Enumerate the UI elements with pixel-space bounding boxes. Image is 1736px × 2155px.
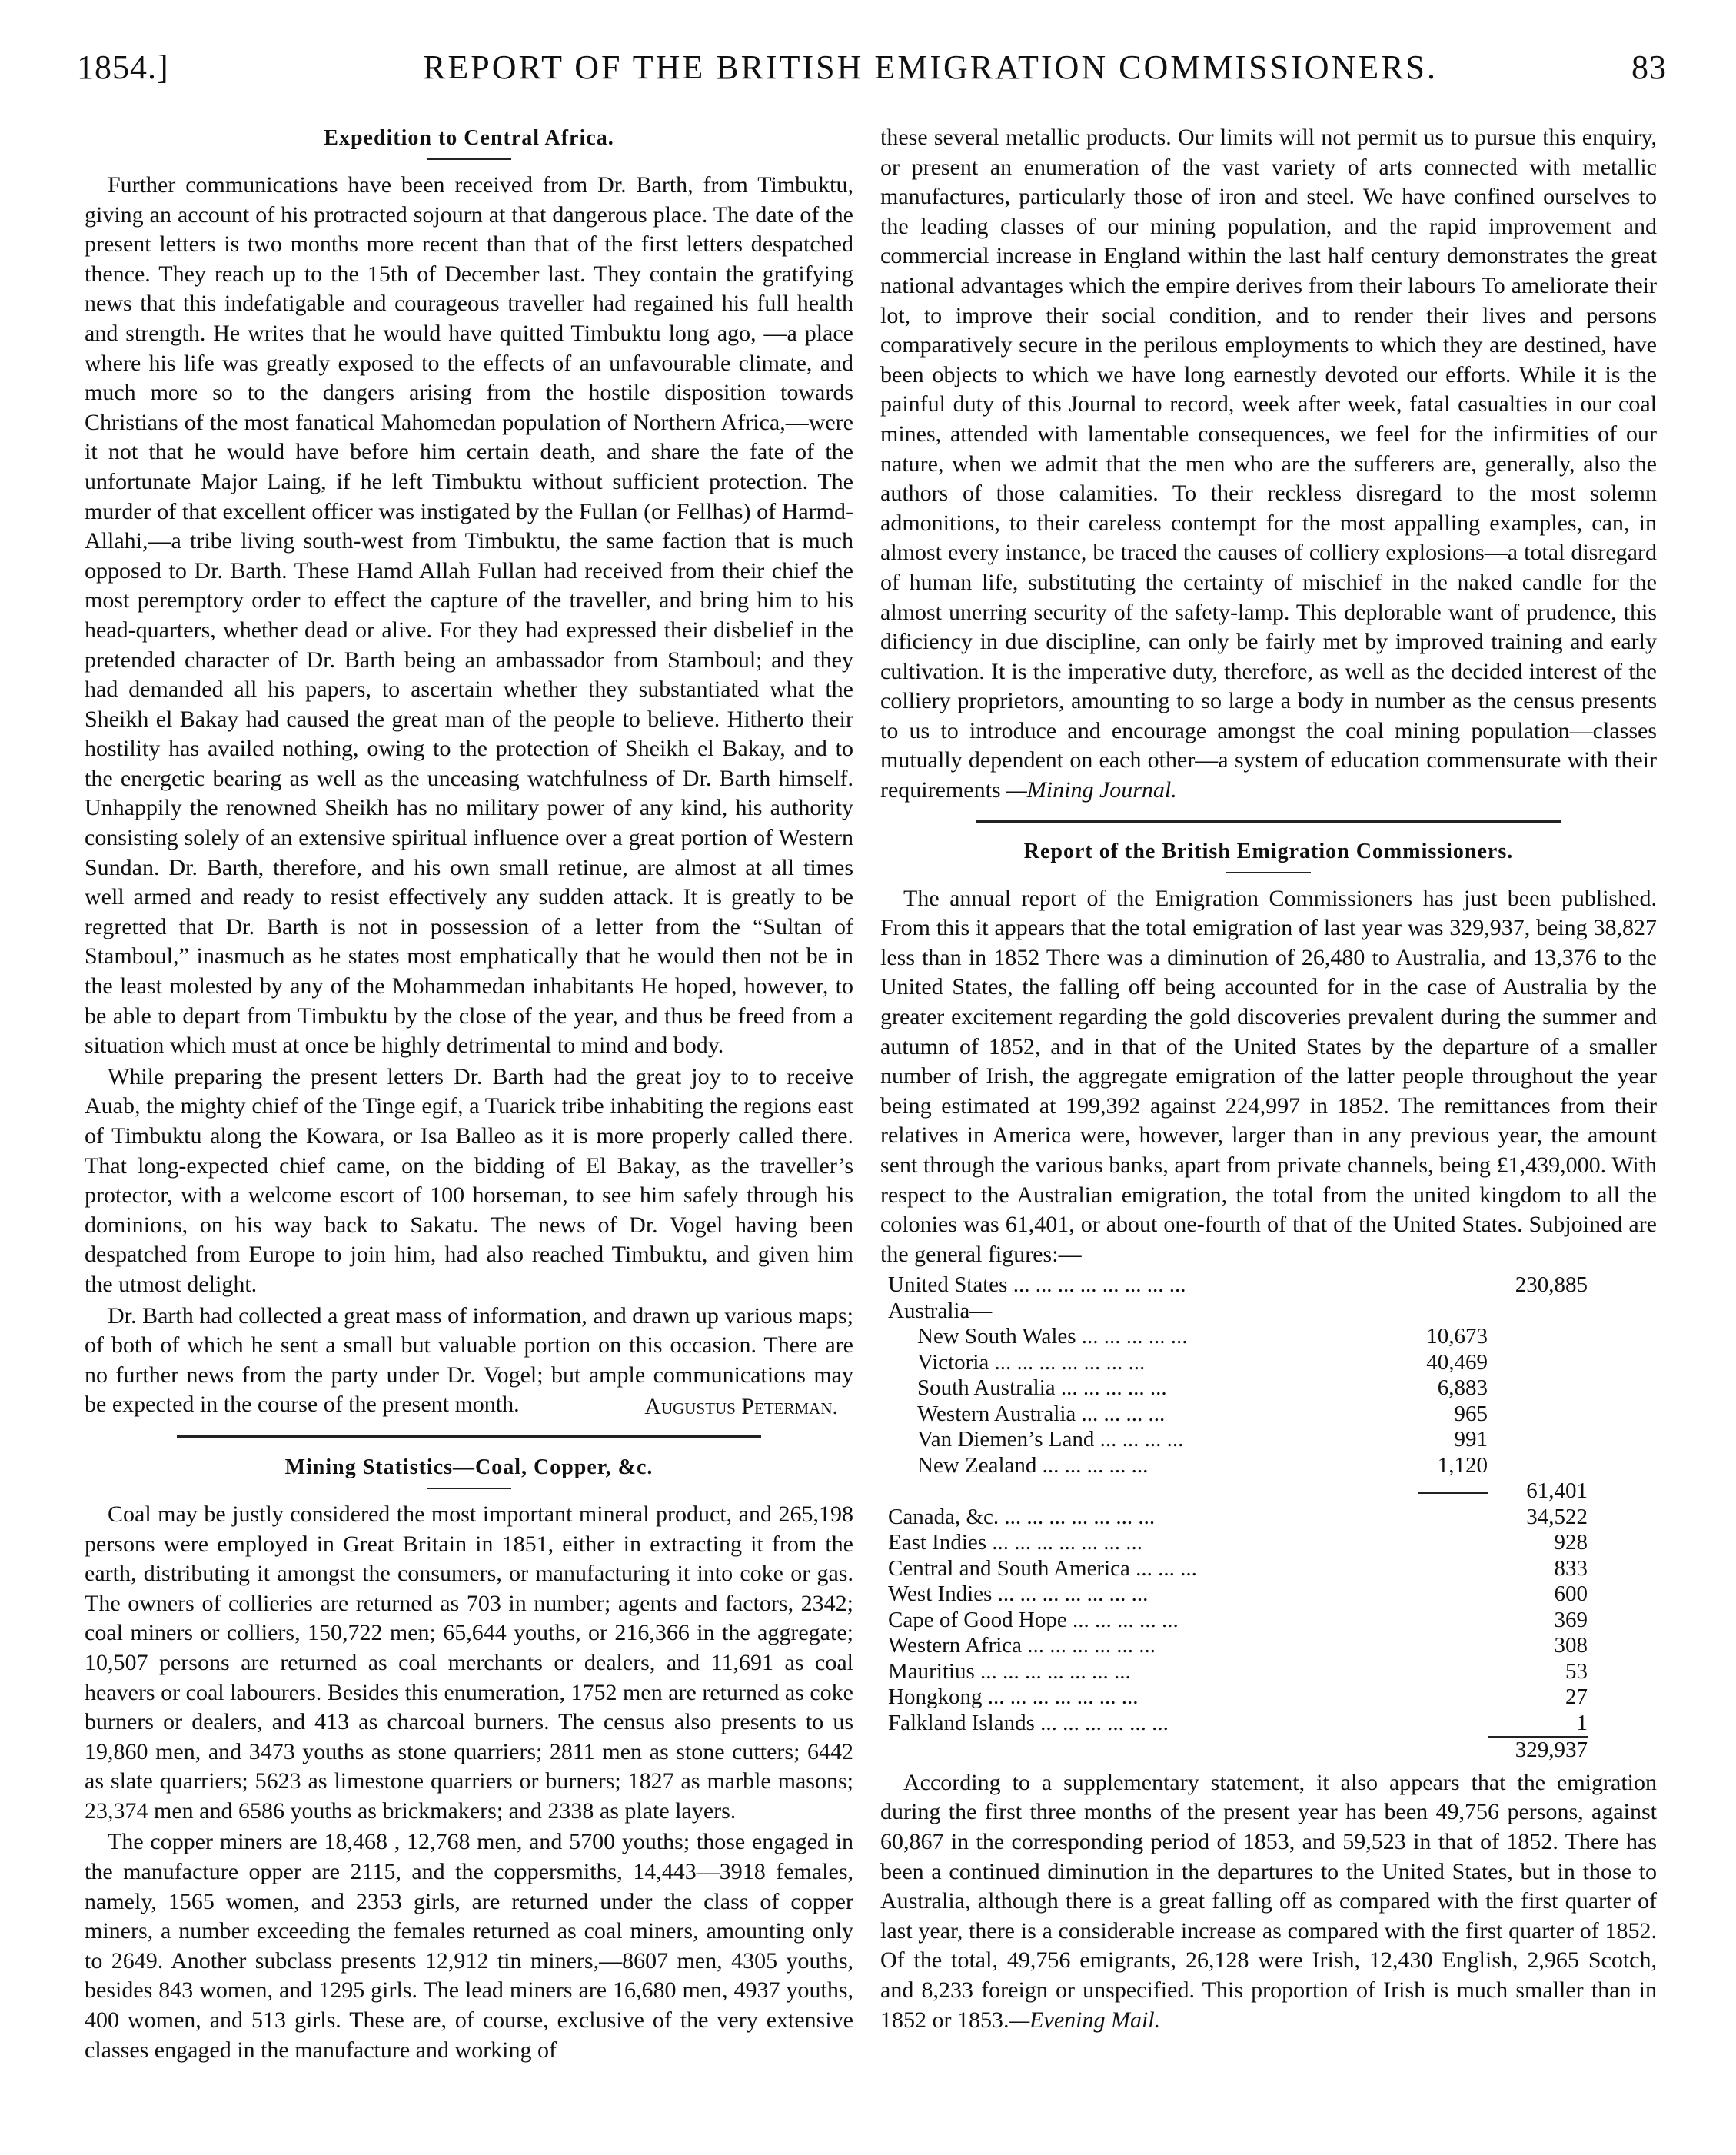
row-label: New South Wales ... ... ... ... ... [917,1324,1188,1349]
subtotal-rule [1395,1478,1488,1505]
table-row [888,1711,1588,1738]
row-value: 230,885 [1515,1272,1588,1298]
heading-rule [1226,872,1311,873]
grand-total: 329,937 [1488,1737,1588,1764]
table-row [888,1375,1588,1402]
article-emigration-report [880,840,1657,2036]
table-row [888,1427,1588,1453]
row-value: 928 [1554,1530,1588,1555]
table-row [888,1556,1588,1582]
table-row [888,1581,1588,1608]
row-value: 600 [1554,1581,1588,1607]
table-row [888,1453,1588,1479]
row-value: 40,469 [1426,1349,1488,1375]
row-value: 965 [1454,1401,1488,1426]
row-label: Central and South America ... ... ... [888,1555,1197,1581]
conclusion-text: According to a supplementary statement, it also appears that the emigration during the first three months of the present year has been 49,756 persons, against 60,867 in the corresponding period of 1853, and 59,523 in that of 1852. There has been a continued diminution in the departures to the United States, but in those to Australia, although there is a great falling off as compared with the first quarter of last year, there is a considerable increase as compared with the first quarter of 1852. Of the total, 49,756 emigrants, 26,128 were Irish, 12,430 English, 2,965 Scotch, and 8,233 foreign or unspecified. This proportion of Irish is much smaller than in 1852 or 1853. [880,1769,1657,2033]
row-value: 1 [1576,1710,1588,1735]
article-mining-statistics [85,1455,853,2065]
table-row [888,1530,1588,1556]
row-label: Cape of Good Hope ... ... ... ... ... [888,1607,1179,1632]
row-value: 27 [1565,1684,1588,1710]
header-date: 1854.] [77,48,169,86]
page-number: 83 [1631,48,1667,86]
paragraph: Coal may be justly considered the most important mineral product, and 265,198 persons were employed in Great Britain in 1851, either in extracting it from the earth, distributing it amongst the consumers, or manufacturing it into coke or gas. The owners of collieries are returned as 703 in number; agents and factors, 2342; coal miners or colliers, 150,722 men; 65,644 youths, or 216,366 in the aggregate; 10,507 persons are returned as coal merchants or dealers, and 11,691 as coal heavers or coal labourers. Besides this enumeration, 1752 men are returned as coke burners or dealers, and 413 as charcoal burners. The census also presents to us 19,860 men, and 3473 youths as stone quarriers; 2811 men as stone cutters; 6442 as slate quarriers; 5623 as limestone quarriers or burners; 1827 as marble masons; 23,374 men and 6586 youths as brickmakers; and 2338 as plate layers. [85,1501,853,1824]
article-heading: Mining Statistics—Coal, Copper, &c. [284,1455,653,1479]
table-row [888,1737,1588,1764]
heading-rule [427,158,511,160]
row-label: Western Africa ... ... ... ... ... ... [888,1633,1156,1658]
row-label: Falkland Islands ... ... ... ... ... ... [888,1711,1169,1736]
emigration-table [888,1272,1588,1764]
heading-rule [427,1488,511,1489]
row-value: 53 [1565,1658,1588,1684]
source-credit: —Mining Journal. [1006,777,1177,803]
australia-total: 61,401 [1526,1478,1588,1504]
table-row [888,1659,1588,1685]
row-label: United States ... ... ... ... ... ... ... ... [888,1272,1186,1298]
paragraph: Further communications have been received from Dr. Barth, from Timbuktu, giving an account of his protracted sojourn at that dangerous place. The date of the present letters is two months more recent than that of the first letters despatched thence. They reach up to the 15th of December last. They contain the gratifying news that this indefatigable and courageous traveller had regained his full health and strength. He writes that he would have quitted Timbuktu long ago, —a place where his life was greatly exposed to the effects of an unfavourable climate, and much more so to the dangers arising from the hostile disposition towards Christians of the most fanatical Mahomedan population of Northern Africa,—were it not that he would have before him certain death, and share the fate of the unfortunate Major Laing, if he left Timbuktu without sufficient protection. The murder of that excellent officer was instigated by the Fullan (or Fellhas) of Harmd-Allahi,—a tribe living south-west from Timbuktu, the same faction that is much opposed to Dr. Barth. These Hamd Allah Fullan had received from their chief the most peremptory order to effect the capture of the traveller, and bring him to his head-quarters, whether dead or alive. For they had expressed their disbelief in the pretended character of Dr. Barth being an ambassador from Stamboul; and they had demanded all his papers, to ascertain whether they substantiated what the Sheikh el Bakay had caused the great man of the people to believe. Hitherto their hostility has availed nothing, owing to the protection of Sheikh el Bakay, and to the energetic bearing as well as the unceasing watchfulness of Dr. Barth himself. Unhappily the renowned Sheikh has no military power of any kind, his authority consisting solely of an extensive spiritual influence over a great portion of Western Sundan. Dr. Barth, therefore, and his own small retinue, are almost at all times well armed and ready to resist effectively any sudden attack. It is greatly to be regretted that Dr. Barth is not in possession of a letter from the “Sultan of Stamboul,” inasmuch as he states most emphatically that he would then not be in the least molested by any of the Mohammedan inhabitants He hoped, however, to be able to depart from Timbuktu by the close of the year, and thus be freed from a situation which must at once be highly detrimental to mind and body. [85,172,853,1059]
paragraph: While preparing the present letters Dr. Barth had the great joy to to receive Auab, the mighty chief of the Tinge egif, a Tuarick tribe inhabiting the regions east of Timbuktu along the Kowara, or Isa Balleo as it is more properly called there. That long-expected chief came, on the bidding of El Bakay, as the traveller’s protector, with a welcome escort of 100 horseman, to see him safely through his dominions, on his way back to Sakatu. The news of Dr. Vogel having been despatched from Europe to join him, had also reached Timbuktu, and given him the utmost delight. [85,1063,853,1297]
header-title: REPORT OF THE BRITISH EMIGRATION COMMISSIONERS. [423,48,1438,86]
table-row [888,1633,1588,1659]
table-row [888,1299,1588,1325]
table-row [888,1478,1588,1505]
row-label: Van Diemen’s Land ... ... ... ... [917,1427,1184,1452]
running-head [77,48,1667,101]
row-label: Western Australia ... ... ... ... [917,1401,1166,1426]
row-value: 308 [1554,1633,1588,1658]
table-row [888,1350,1588,1376]
right-column [880,123,1657,2037]
paragraph [880,1768,1657,2035]
table-row [888,1684,1588,1711]
row-label: West Indies ... ... ... ... ... ... ... [888,1581,1149,1607]
article-divider [976,820,1561,823]
row-value: 34,522 [1526,1504,1588,1529]
left-column [85,123,853,2067]
row-label: Hongkong ... ... ... ... ... ... ... [888,1684,1139,1710]
continuation-text: these several metallic products. Our limits will not permit us to pursue this enquiry, or present an enumeration of the vast variety of arts connected with metallic manufactures, particularly those of iron and steel. We have confined ourselves to the leading classes of our mining population, and the rapid improvement and commercial increase in England within the last half century demonstrates the great national advantages which the empire derives from their labours To ameliorate their lot, to improve their social condition, and to render their lives and persons comparatively secure in the perilous employments to which they are destined, have been objects to which we have long earnestly devoted our efforts. While it is the painful duty of this Journal to record, week after week, fatal casualties in our coal mines, attended with lamentable consequences, we feel for the infirmities of our nature, when we admit that the men who are the sufferers are, generally, also the authors of those calamities. To their reckless disregard to the most solemn admonitions, to their careless contempt for the most appalling examples, can, in almost every instance, be traced the causes of colliery explosions—a total disregard of human life, substituting the certainty of mischief in the naked candle for the almost unerring security of the safety-lamp. This deplorable want of prudence, this dificiency in due discipline, can only be fairly met by improved training and early cultivation. It is the imperative duty, therefore, as well as the decided interest of the colliery proprietors, amounting to so large a body in number as the census presents to us to introduce and encourage amongst the coal mining population—classes mutually dependent on each other—a system of education commensurate with their requirements [880,125,1657,803]
paragraph: Dr. Barth had collected a great mass of information, and drawn up various maps; of both of which he sent a small but valuable portion on this occasion. There are no further news from the party under Dr. Vogel; but ample communications may be expected in the course of the present month. [85,1302,853,1418]
row-value: 991 [1454,1427,1488,1452]
row-label: East Indies ... ... ... ... ... ... ... [888,1530,1143,1555]
row-label: Canada, &c. ... ... ... ... ... ... ... [888,1504,1156,1529]
article-divider [177,1435,761,1438]
row-value: 833 [1554,1555,1588,1581]
row-value: 369 [1554,1607,1588,1632]
paragraph-continuation [880,123,1657,806]
article-heading: Expedition to Central Africa. [324,126,614,150]
table-row [888,1272,1588,1299]
article-central-africa [85,126,853,1422]
table-row [888,1608,1588,1634]
paragraph: The copper miners are 18,468 , 12,768 men, and 5700 youths; those engaged in the manufacture opper are 2115, and the coppersmiths, 14,443—3918 females, namely, 1565 women, and 2353 girls, are returned under the class of copper miners, a number exceeding the females returned as coal miners, amounting only to 2649. Another subclass presents 12,912 tin miners,—8607 men, 4305 youths, besides 843 women, and 1295 girls. The lead miners are 16,680 men, 4937 youths, 400 women, and 513 girls. These are, of course, exclusive of the very extensive classes engaged in the manufacture and working of [85,1829,853,2063]
row-value: 1,120 [1437,1452,1488,1478]
table-row [888,1505,1588,1531]
row-label: Mauritius ... ... ... ... ... ... ... [888,1658,1131,1684]
row-label: Victoria ... ... ... ... ... ... ... [917,1349,1146,1375]
signature: Augustus Peterman. [644,1393,838,1419]
row-label: New Zealand ... ... ... ... ... [917,1452,1149,1478]
row-value: 10,673 [1426,1324,1488,1349]
article-heading: Report of the British Emigration Commissioners. [1023,839,1514,863]
source-credit: —Evening Mail. [1009,2007,1161,2033]
row-label: Australia— [888,1298,993,1323]
table-row [888,1402,1588,1428]
paragraph: The annual report of the Emigration Commissioners has just been published. From this it appears that the total emigration of last year was 329,937, being 38,827 less than in 1852 There was a diminution of 26,480 to Australia, and 13,376 to the United States, the falling off being accounted for in the case of Australia by the greater excitement regarding the gold discoveries prevalent during the summer and autumn of 1852, and in that of the United States by the departure of a smaller number of Irish, the aggregate emigration of the latter people throughout the year being estimated at 199,392 against 224,997 in 1852. The remittances from their relatives in America were, however, larger than in any previous year, the amount sent through the various banks, apart from private channels, being £1,439,000. With respect to the Australian emigration, the total from the united kingdom to all the colonies was 61,401, or about one-fourth of that of the United States. Subjoined are the general figures:— [880,885,1657,1267]
table-row [888,1324,1588,1350]
row-value: 6,883 [1437,1375,1488,1401]
row-label: South Australia ... ... ... ... ... [917,1375,1167,1401]
